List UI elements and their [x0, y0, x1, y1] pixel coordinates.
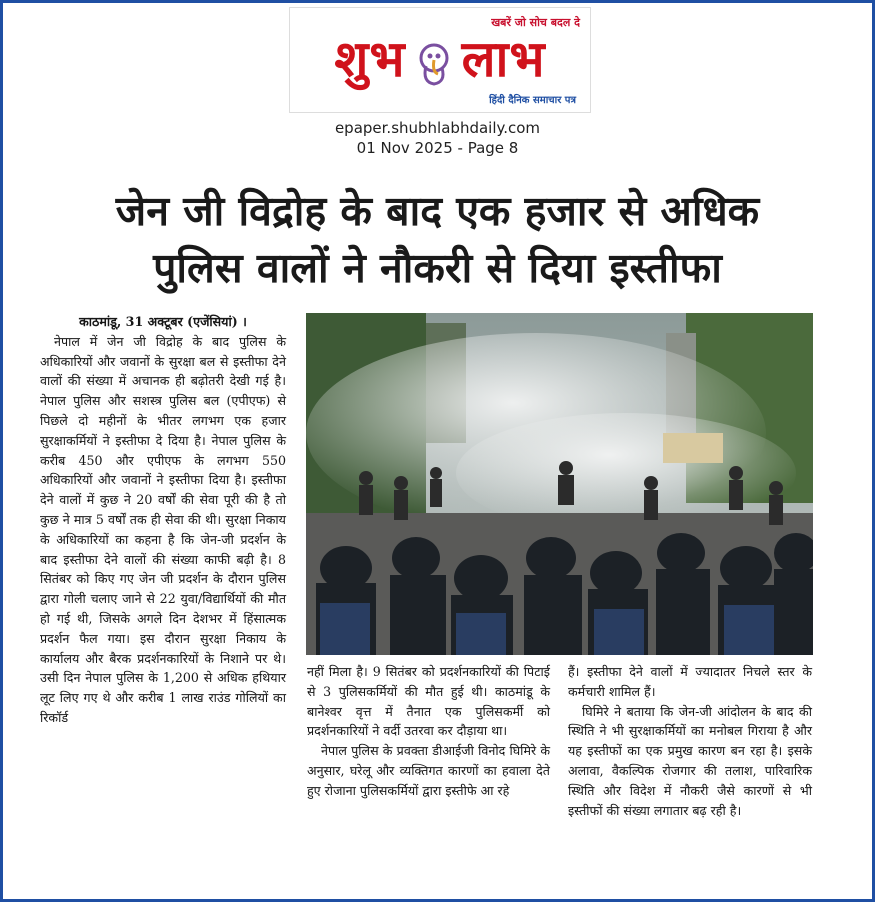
masthead-subtitle: हिंदी दैनिक समाचार पत्र [489, 95, 576, 106]
article-column-1 [40, 312, 286, 728]
protest-photo-illustration [306, 313, 813, 655]
news-photo-protest [306, 313, 813, 655]
newspaper-logo [290, 24, 590, 94]
article-paragraph: नेपाल में जेन जी विद्रोह के बाद पुलिस के अधिकारियों और जवानों के सुरक्षा बल से इस्तीफा देने वालों की संख्या में अचानक ही बढ़ोतरी देखी गई है। नेपाल पुलिस और सशस्त्र पुलिस बल (एपीएफ) से पिछले दो महीनों के भीतर लगभग एक हजार सुरक्षाकर्मियों ने इस्तीफा दे दिया है। नेपाल पुलिस के करीब 450 और एपीएफ के लगभग 550 अधिकारियों और जवानों ने इस्तीफा दिया है। इस्तीफा देने वालों में कुछ ने 20 वर्षों की सेवा पूरी की है तो कुछ ने मात्र 5 वर्षों तक ही सेवा की थी। सुरक्षा निकाय के अधिकारियों का कहना है कि जेन-जी प्रदर्शन के बाद इस्तीफा देने वालों की संख्या काफी बढ़ी है। 8 सितंबर को किए गए जेन जी प्रदर्शन के दौरान पुलिस द्वारा गोली चलाए जाने से 22 युवा/विद्यार्थियों की मौत हो गई थी, जिसके अगले दिन देशभर में हिंसात्मक प्रदर्शन फैल गया। इस दौरान सुरक्षा निकाय के कार्यालय और बैरक प्रदर्शनकारियों के निशाने पर थे। उसी दिन नेपाल पुलिस के 1,200 से अधिक हथियार लूट लिए गए थे और करीब 1 लाख राउंड गोलियों का रिकॉर्ड [40, 333, 286, 725]
edition-date-page: 01 Nov 2025 - Page 8 [356, 139, 519, 157]
logo-text-left: शुभ [334, 30, 406, 88]
article-paragraph: हैं। इस्तीफा देने वालों में ज्यादातर निचले स्तर के कर्मचारी शामिल हैं। [568, 664, 812, 699]
article-column-3 [568, 662, 812, 820]
headline-line-1: जेन जी विद्रोह के बाद एक हजार से अधिक [115, 187, 760, 235]
headline-line-2: पुलिस वालों ने नौकरी से दिया इस्तीफा [153, 244, 722, 292]
source-url: epaper.shubhlabhdaily.com [334, 119, 541, 137]
masthead-tagline: खबरें जो सोच बदल दे [491, 16, 580, 29]
ganesha-emblem-icon [412, 38, 456, 88]
article-paragraph: घिमिरे ने बताया कि जेन-जी आंदोलन के बाद की स्थिति ने भी सुरक्षाकर्मियों का मनोबल गिराया है और यह इस्तीफों का एक प्रमुख कारण बन रहा है। इसके अलावा, वैकल्पिक रोजगार की तलाश, पारिवारिक स्थिति और विदेश में नौकरी जैसे कारणों से भी इस्तीफों की संख्या लगातार बढ़ रही है। [568, 703, 812, 818]
article-paragraph: नेपाल पुलिस के प्रवक्ता डीआईजी विनोद घिमिरे के अनुसार, घरेलू और व्यक्तिगत कारणों का हवाला देते हुए रोजाना पुलिसकर्मियों द्वारा इस्तीफे आ रहे [307, 743, 550, 798]
logo-text-right: लाभ [461, 30, 546, 88]
dateline: काठमांडू, 31 अक्टूबर (एजेंसियां) । [79, 314, 247, 329]
article-column-2 [307, 662, 550, 801]
article-paragraph: नहीं मिला है। 9 सितंबर को प्रदर्शनकारियों की पिटाई से 3 पुलिसकर्मियों की मौत हुई थी। काठमांडू के बानेश्वर वृत्त में तैनात एक पुलिसकर्मी को प्रदर्शनकारियों ने वर्दी उतरवा कर दौड़ाया था। [307, 664, 550, 739]
masthead [289, 7, 591, 113]
